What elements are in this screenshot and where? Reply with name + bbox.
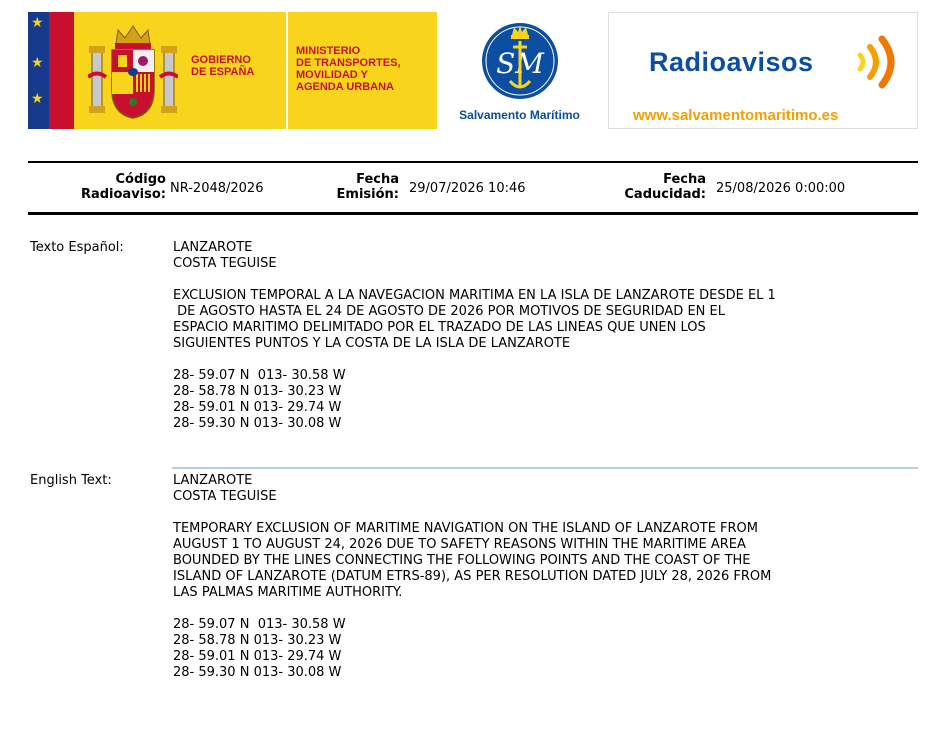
coordinate-line: 28- 59.01 N 013- 29.74 W [173,400,342,415]
coordinate-line: 28- 59.30 N 013- 30.08 W [173,416,342,431]
fecha-caducidad-value: 25/08/2026 0:00:00 [716,181,846,196]
coordinate-line: 28- 58.78 N 013- 30.23 W [173,384,342,399]
spacer [173,352,918,368]
location-line: LANZAROTE [173,473,253,488]
gobierno-logo-block [28,12,437,129]
salvamento-maritimo-emblem-icon [480,21,560,101]
body-line: DE AGOSTO HASTA EL 24 DE AGOSTO DE 2026 POR MOTIVOS DE SEGURIDAD EN EL [173,304,725,319]
body-line: SIGUIENTES PUNTOS Y LA COSTA DE LA ISLA DE LANZAROTE [173,336,571,351]
svg-text:SM: SM [496,47,544,80]
star-icon: ★ [31,15,44,31]
body-line: ISLAND OF LANZAROTE (DATUM ETRS-89), AS PER RESOLUTION DATED JULY 28, 2026 FROM [173,569,772,584]
ministerio-line: AGENDA URBANA [296,81,394,93]
spacer [173,505,918,521]
coordinate-line: 28- 59.07 N 013- 30.58 W [173,617,346,632]
english-text-label: English Text: [30,473,112,488]
salvamento-maritimo-logo [437,12,602,129]
location-line: COSTA TEGUISE [173,489,277,504]
coordinate-line: 28- 59.07 N 013- 30.58 W [173,368,346,383]
label-line: Fecha [663,172,706,187]
section-divider [172,467,918,469]
ministerio-line: MOVILIDAD Y [296,69,368,81]
english-text-body [173,473,918,681]
header-banner [28,12,918,129]
body-line: BOUNDED BY THE LINES CONNECTING THE FOLLOWING POINTS AND THE COAST OF THE [173,553,751,568]
radio-waves-icon [854,35,904,89]
gobierno-line: DE ESPAÑA [191,66,255,78]
coat-of-arms-icon [88,22,178,122]
ministerio-text [296,45,401,93]
label-line: Fecha [356,172,399,187]
ministerio-line: DE TRANSPORTES, [296,57,401,69]
coordinate-line: 28- 59.30 N 013- 30.08 W [173,665,342,680]
label-line: Código [115,172,166,187]
coordinate-line: 28- 59.01 N 013- 29.74 W [173,649,342,664]
logo-divider [286,12,288,129]
label-line: Caducidad: [624,187,706,202]
codigo-radioaviso-value: NR-2048/2026 [170,181,264,196]
coordinate-line: 28- 58.78 N 013- 30.23 W [173,633,342,648]
star-icon: ★ [31,91,44,107]
texto-espanol-body [173,240,918,432]
radioaviso-header-bar [28,161,918,215]
location-line: COSTA TEGUISE [173,256,277,271]
texto-espanol-label: Texto Español: [30,240,124,255]
spacer [173,601,918,617]
gobierno-de-espana-text [191,54,254,78]
fecha-emision-value: 29/07/2026 10:46 [409,181,526,196]
fecha-emision-label [318,172,399,202]
ministerio-line: MINISTERIO [296,45,361,57]
eu-flag-strip [28,12,49,129]
codigo-radioaviso-label [56,172,166,202]
body-line: EXCLUSION TEMPORAL A LA NAVEGACION MARITIMA EN LA ISLA DE LANZAROTE DESDE EL 1 [173,288,776,303]
body-line: ESPACIO MARITIMO DELIMITADO POR EL TRAZADO DE LAS LINEAS QUE UNEN LOS [173,320,706,335]
radioavisos-title: Radioavisos [649,47,814,77]
label-line: Emisión: [336,187,399,202]
location-line: LANZAROTE [173,240,253,255]
body-line: TEMPORARY EXCLUSION OF MARITIME NAVIGATION ON THE ISLAND OF LANZAROTE FROM [173,521,758,536]
gobierno-line: GOBIERNO [191,54,251,66]
body-line: LAS PALMAS MARITIME AUTHORITY. [173,585,403,600]
label-line: Radioaviso: [80,187,166,202]
fecha-caducidad-label [608,172,706,202]
body-line: AUGUST 1 TO AUGUST 24, 2026 DUE TO SAFETY REASONS WITHIN THE MARITIME AREA [173,537,746,552]
radioavisos-url: www.salvamentomaritimo.es [633,107,839,124]
radioavisos-logo [608,12,918,129]
spacer [173,272,918,288]
star-icon: ★ [31,55,44,71]
salvamento-maritimo-label: Salvamento Marítimo [459,108,580,122]
spain-flag-strip [49,12,74,129]
